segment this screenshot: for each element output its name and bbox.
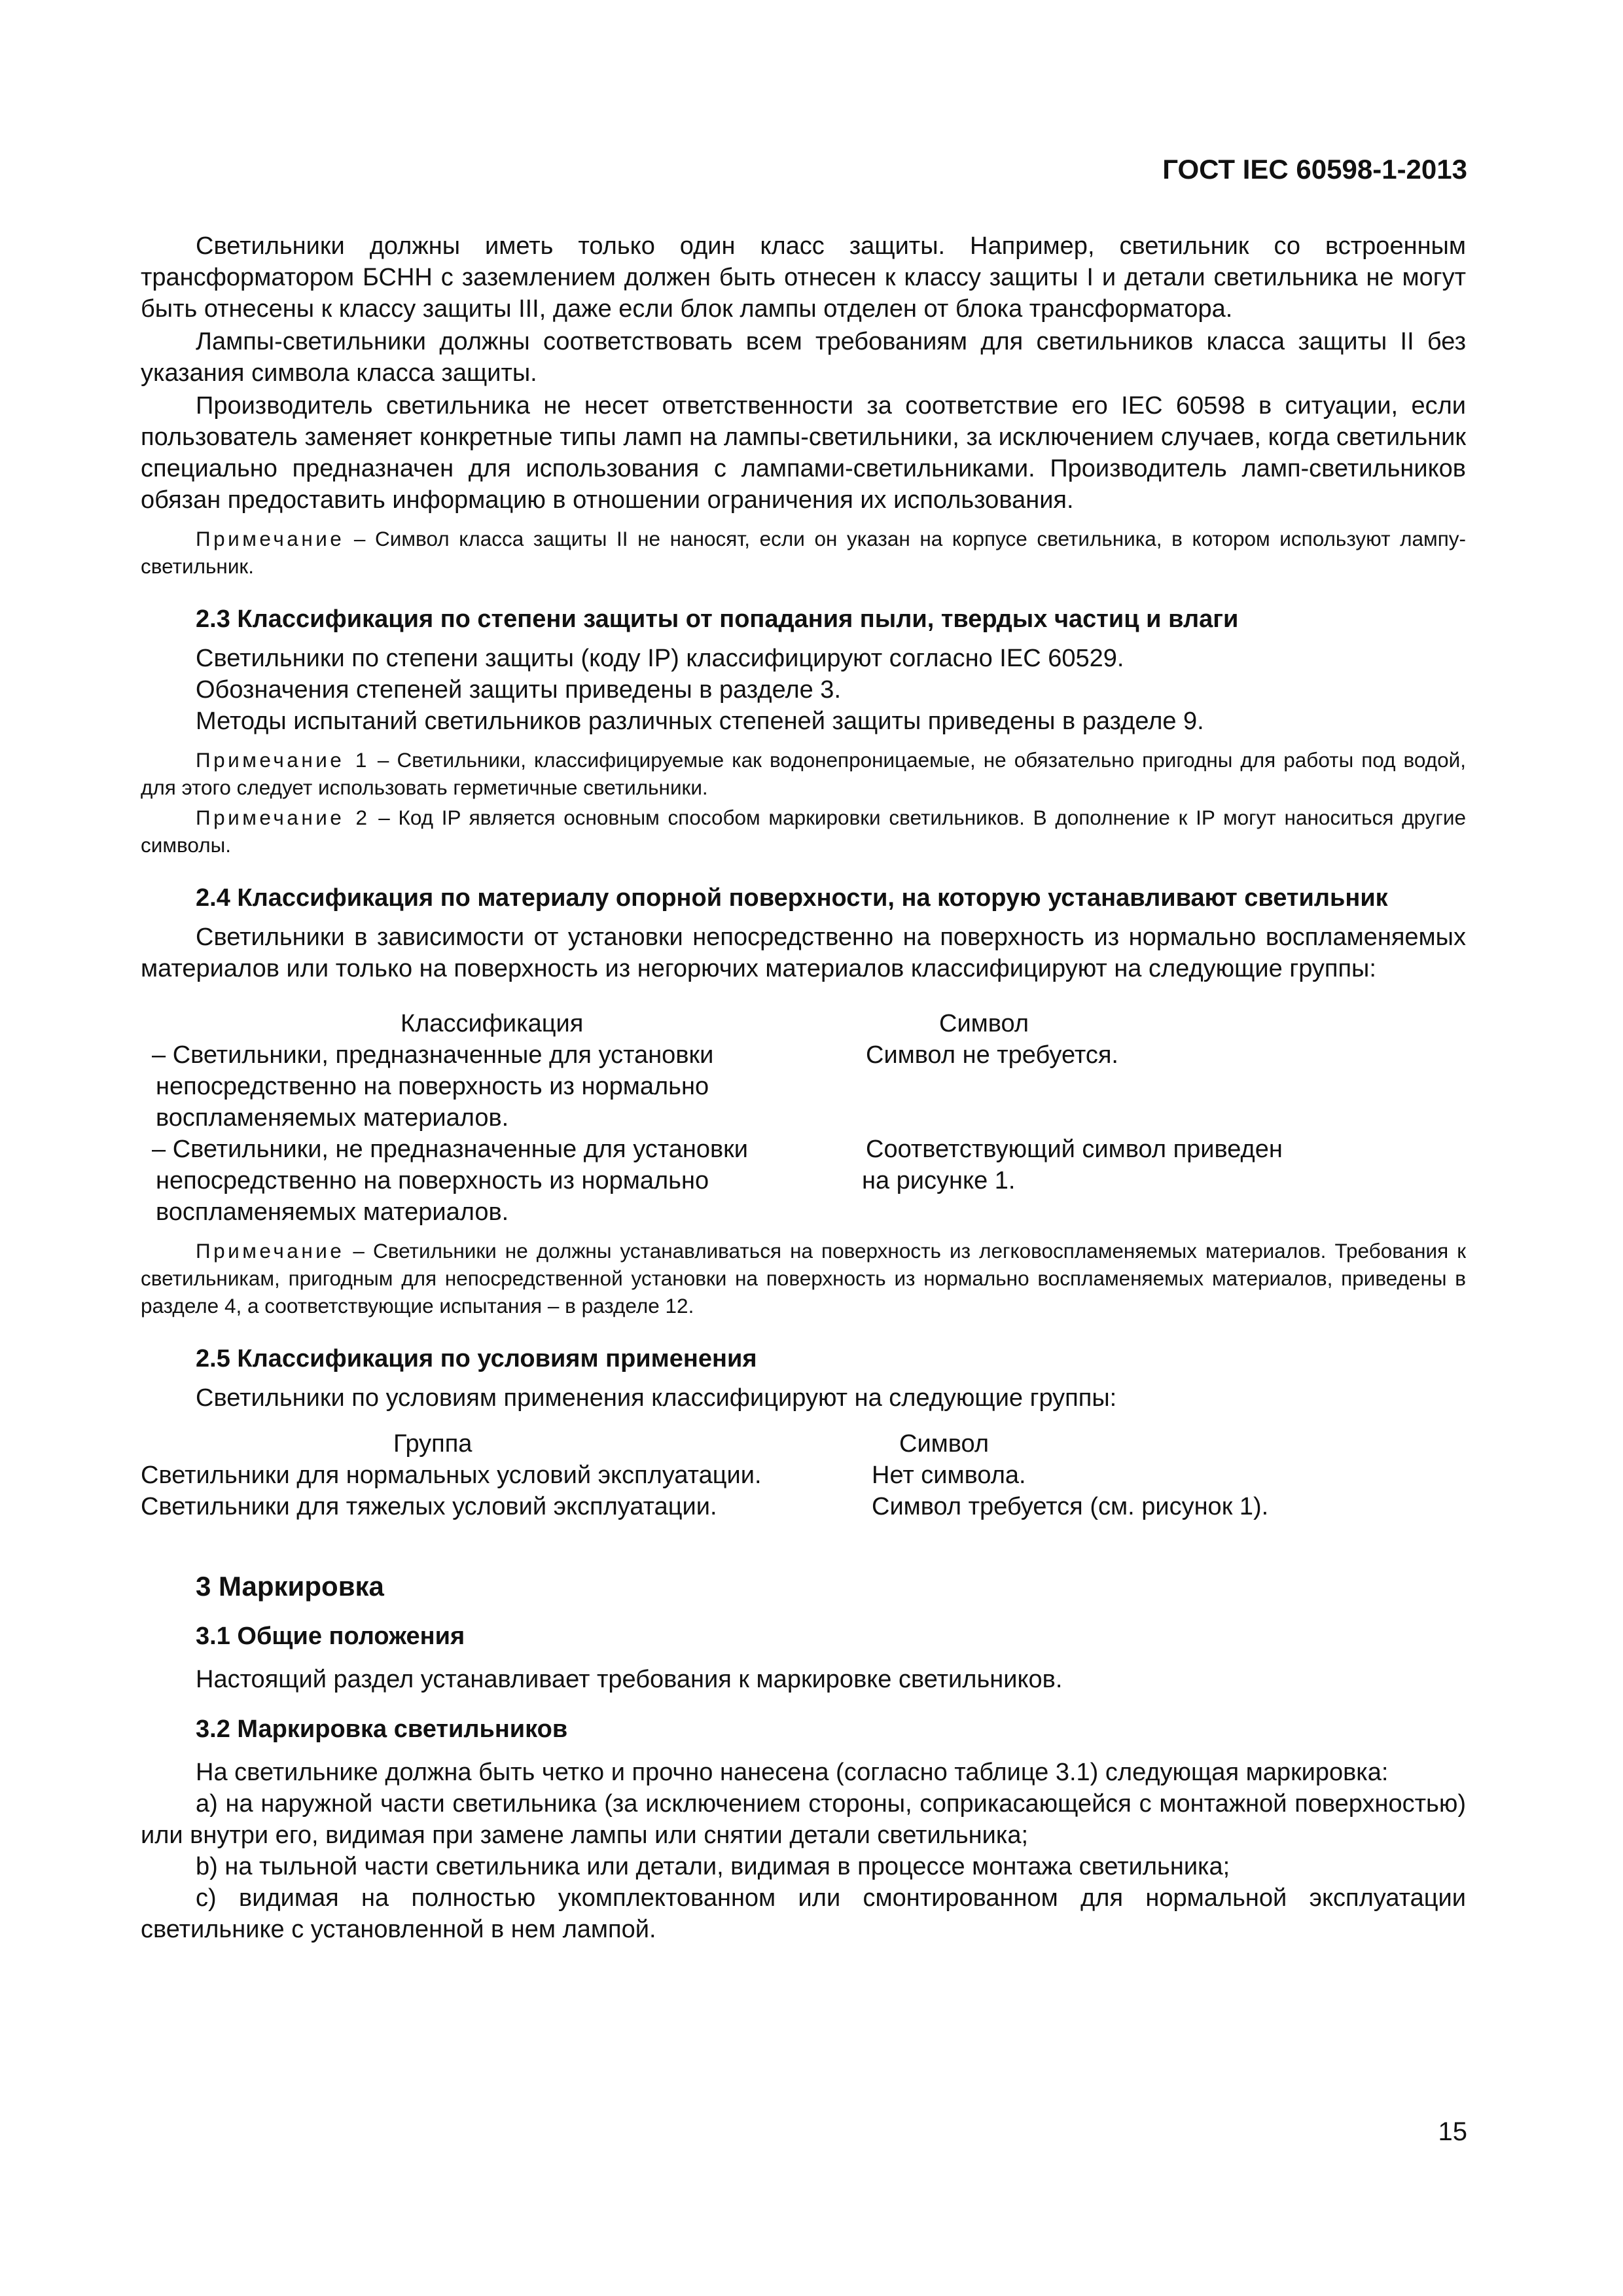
s31-paragraph: Настоящий раздел устанавливает требования к маркировке светильников. xyxy=(196,1666,1063,1693)
note-label: Примечание xyxy=(196,1239,345,1263)
symbol-row-2-line-1: Соответствующий символ приведен xyxy=(866,1136,1283,1163)
group-symbol-row-1: Нет символа. xyxy=(872,1462,1026,1489)
classification-row-1-line-2: непосредственно на поверхность из нормально xyxy=(156,1073,709,1100)
classification-row-2-line-1: – Светильники, не предназначенные для установки xyxy=(152,1136,749,1163)
section-2-3-heading: 2.3 Классификация по степени защиты от попадания пыли, твердых частиц и влаги xyxy=(196,605,1239,633)
note-text: – Код IP является основным способом маркировки светильников. В дополнение к IP могут наноситься другие символы. xyxy=(141,806,1466,857)
symbol-spacer-2 xyxy=(853,1102,1442,1134)
note-label: Примечание 1 xyxy=(196,748,370,772)
intro-paragraph-2: Лампы-светильники должны соответствовать всем требованиям для светильников класса защиты II без указания символа класса защиты. xyxy=(141,328,1466,387)
classification-header: Классификация xyxy=(401,1010,584,1037)
symbol-column xyxy=(853,1008,1442,1196)
s23-line-2: Обозначения степеней защиты приведены в разделе 3. xyxy=(196,676,841,704)
note-label: Примечание 2 xyxy=(196,806,370,829)
section-2-5-heading: 2.5 Классификация по условиям применения xyxy=(196,1345,757,1372)
intro-note xyxy=(141,525,1466,580)
section-2-4-heading: 2.4 Классификация по материалу опорной поверхности, на которую устанавливают светильник xyxy=(196,884,1388,912)
s24-note xyxy=(141,1237,1466,1319)
note-label: Примечание xyxy=(196,527,345,550)
s32-paragraph-1: На светильнике должна быть четко и прочно нанесена (согласно таблице 3.1) следующая маркировка: xyxy=(196,1759,1389,1786)
group-table xyxy=(141,1428,1466,1522)
s32-item-c: c) видимая на полностью укомплектованном или смонтированном для нормальной эксплуатации светильнике с установленной в нем лампой. xyxy=(141,1884,1466,1943)
s32-item-a: а) на наружной части светильника (за исключением стороны, соприкасающейся с монтажной поверхностью) или внутри его, видимая при замене лампы или снятии детали светильника; xyxy=(141,1790,1466,1849)
classification-row-2-line-2: непосредственно на поверхность из нормально xyxy=(156,1167,709,1194)
s32-item-b: b) на тыльной части светильника или детали, видимая в процессе монтажа светильника; xyxy=(196,1853,1230,1880)
classification-table xyxy=(141,1008,1466,1228)
page-number: 15 xyxy=(1438,2117,1467,2146)
classification-row-1-line-1: – Светильники, предназначенные для установки xyxy=(152,1041,714,1069)
note-text: – Символ класса защиты II не наносят, если он указан на корпусе светильника, в котором используют лампу-светильник. xyxy=(141,527,1466,578)
group-row-2: Светильники для тяжелых условий эксплуатации. xyxy=(141,1493,717,1520)
symbol-spacer-1 xyxy=(853,1071,1442,1102)
section-3-2-heading: 3.2 Маркировка светильников xyxy=(196,1715,568,1743)
classification-row-1-line-3: воспламеняемых материалов. xyxy=(156,1104,509,1132)
group-column xyxy=(141,1428,906,1522)
group-symbol-column xyxy=(872,1428,1461,1522)
s23-note-1 xyxy=(141,746,1466,801)
page-content xyxy=(141,230,1466,1945)
group-symbol-row-2: Символ требуется (см. рисунок 1). xyxy=(872,1493,1269,1520)
symbol-header: Символ xyxy=(939,1010,1029,1037)
symbol-row-2-line-2: на рисунке 1. xyxy=(862,1167,1016,1194)
symbol-row-1: Символ не требуется. xyxy=(866,1041,1118,1069)
document-header: ГОСТ IEC 60598-1-2013 xyxy=(1162,154,1467,185)
classification-row-2-line-3: воспламеняемых материалов. xyxy=(156,1198,509,1226)
classification-column xyxy=(152,1008,911,1228)
s24-paragraph: Светильники в зависимости от установки непосредственно на поверхность из нормально воспламеняемых материалов или только на поверхность из негорючих материалов классифицируют на следующие группы: xyxy=(141,924,1466,982)
group-symbol-header: Символ xyxy=(899,1430,990,1458)
note-text: – Светильники не должны устанавливаться на поверхность из легковоспламеняемых материалов. Требования к светильникам, пригодным для непосредственной установки на поверхность из нормально воспламеняемых материалов, приведены в разделе 4, а соответствующие испытания – в разделе 12. xyxy=(141,1239,1466,1318)
section-3-heading: 3 Маркировка xyxy=(196,1571,384,1602)
section-3-1-heading: 3.1 Общие положения xyxy=(196,1623,465,1650)
s25-paragraph: Светильники по условиям применения классифицируют на следующие группы: xyxy=(196,1384,1117,1412)
group-row-1: Светильники для нормальных условий эксплуатации. xyxy=(141,1462,762,1489)
s23-line-3: Методы испытаний светильников различных степеней защиты приведены в разделе 9. xyxy=(196,708,1204,735)
s23-line-1: Светильники по степени защиты (коду IP) классифицируют согласно IEC 60529. xyxy=(196,645,1124,672)
s23-note-2 xyxy=(141,804,1466,859)
note-text: – Светильники, классифицируемые как водонепроницаемые, не обязательно пригодны для работы под водой, для этого следует использовать герметичные светильники. xyxy=(141,748,1466,799)
group-header: Группа xyxy=(393,1430,473,1458)
intro-paragraph-3: Производитель светильника не несет ответственности за соответствие его IEC 60598 в ситуации, если пользователь заменяет конкретные типы ламп на лампы-светильники, за исключением случаев, когда светильник специально предназначен для использования с лампами-светильниками. Производитель ламп-светильников обязан предоставить информацию в отношении ограничения их использования. xyxy=(141,392,1466,514)
intro-paragraph-1: Светильники должны иметь только один класс защиты. Например, светильник со встроенным трансформатором БСНН с заземлением должен быть отнесен к классу защиты I и детали светильника не могут быть отнесены к классу защиты III, даже если блок лампы отделен от блока трансформатора. xyxy=(141,232,1466,323)
